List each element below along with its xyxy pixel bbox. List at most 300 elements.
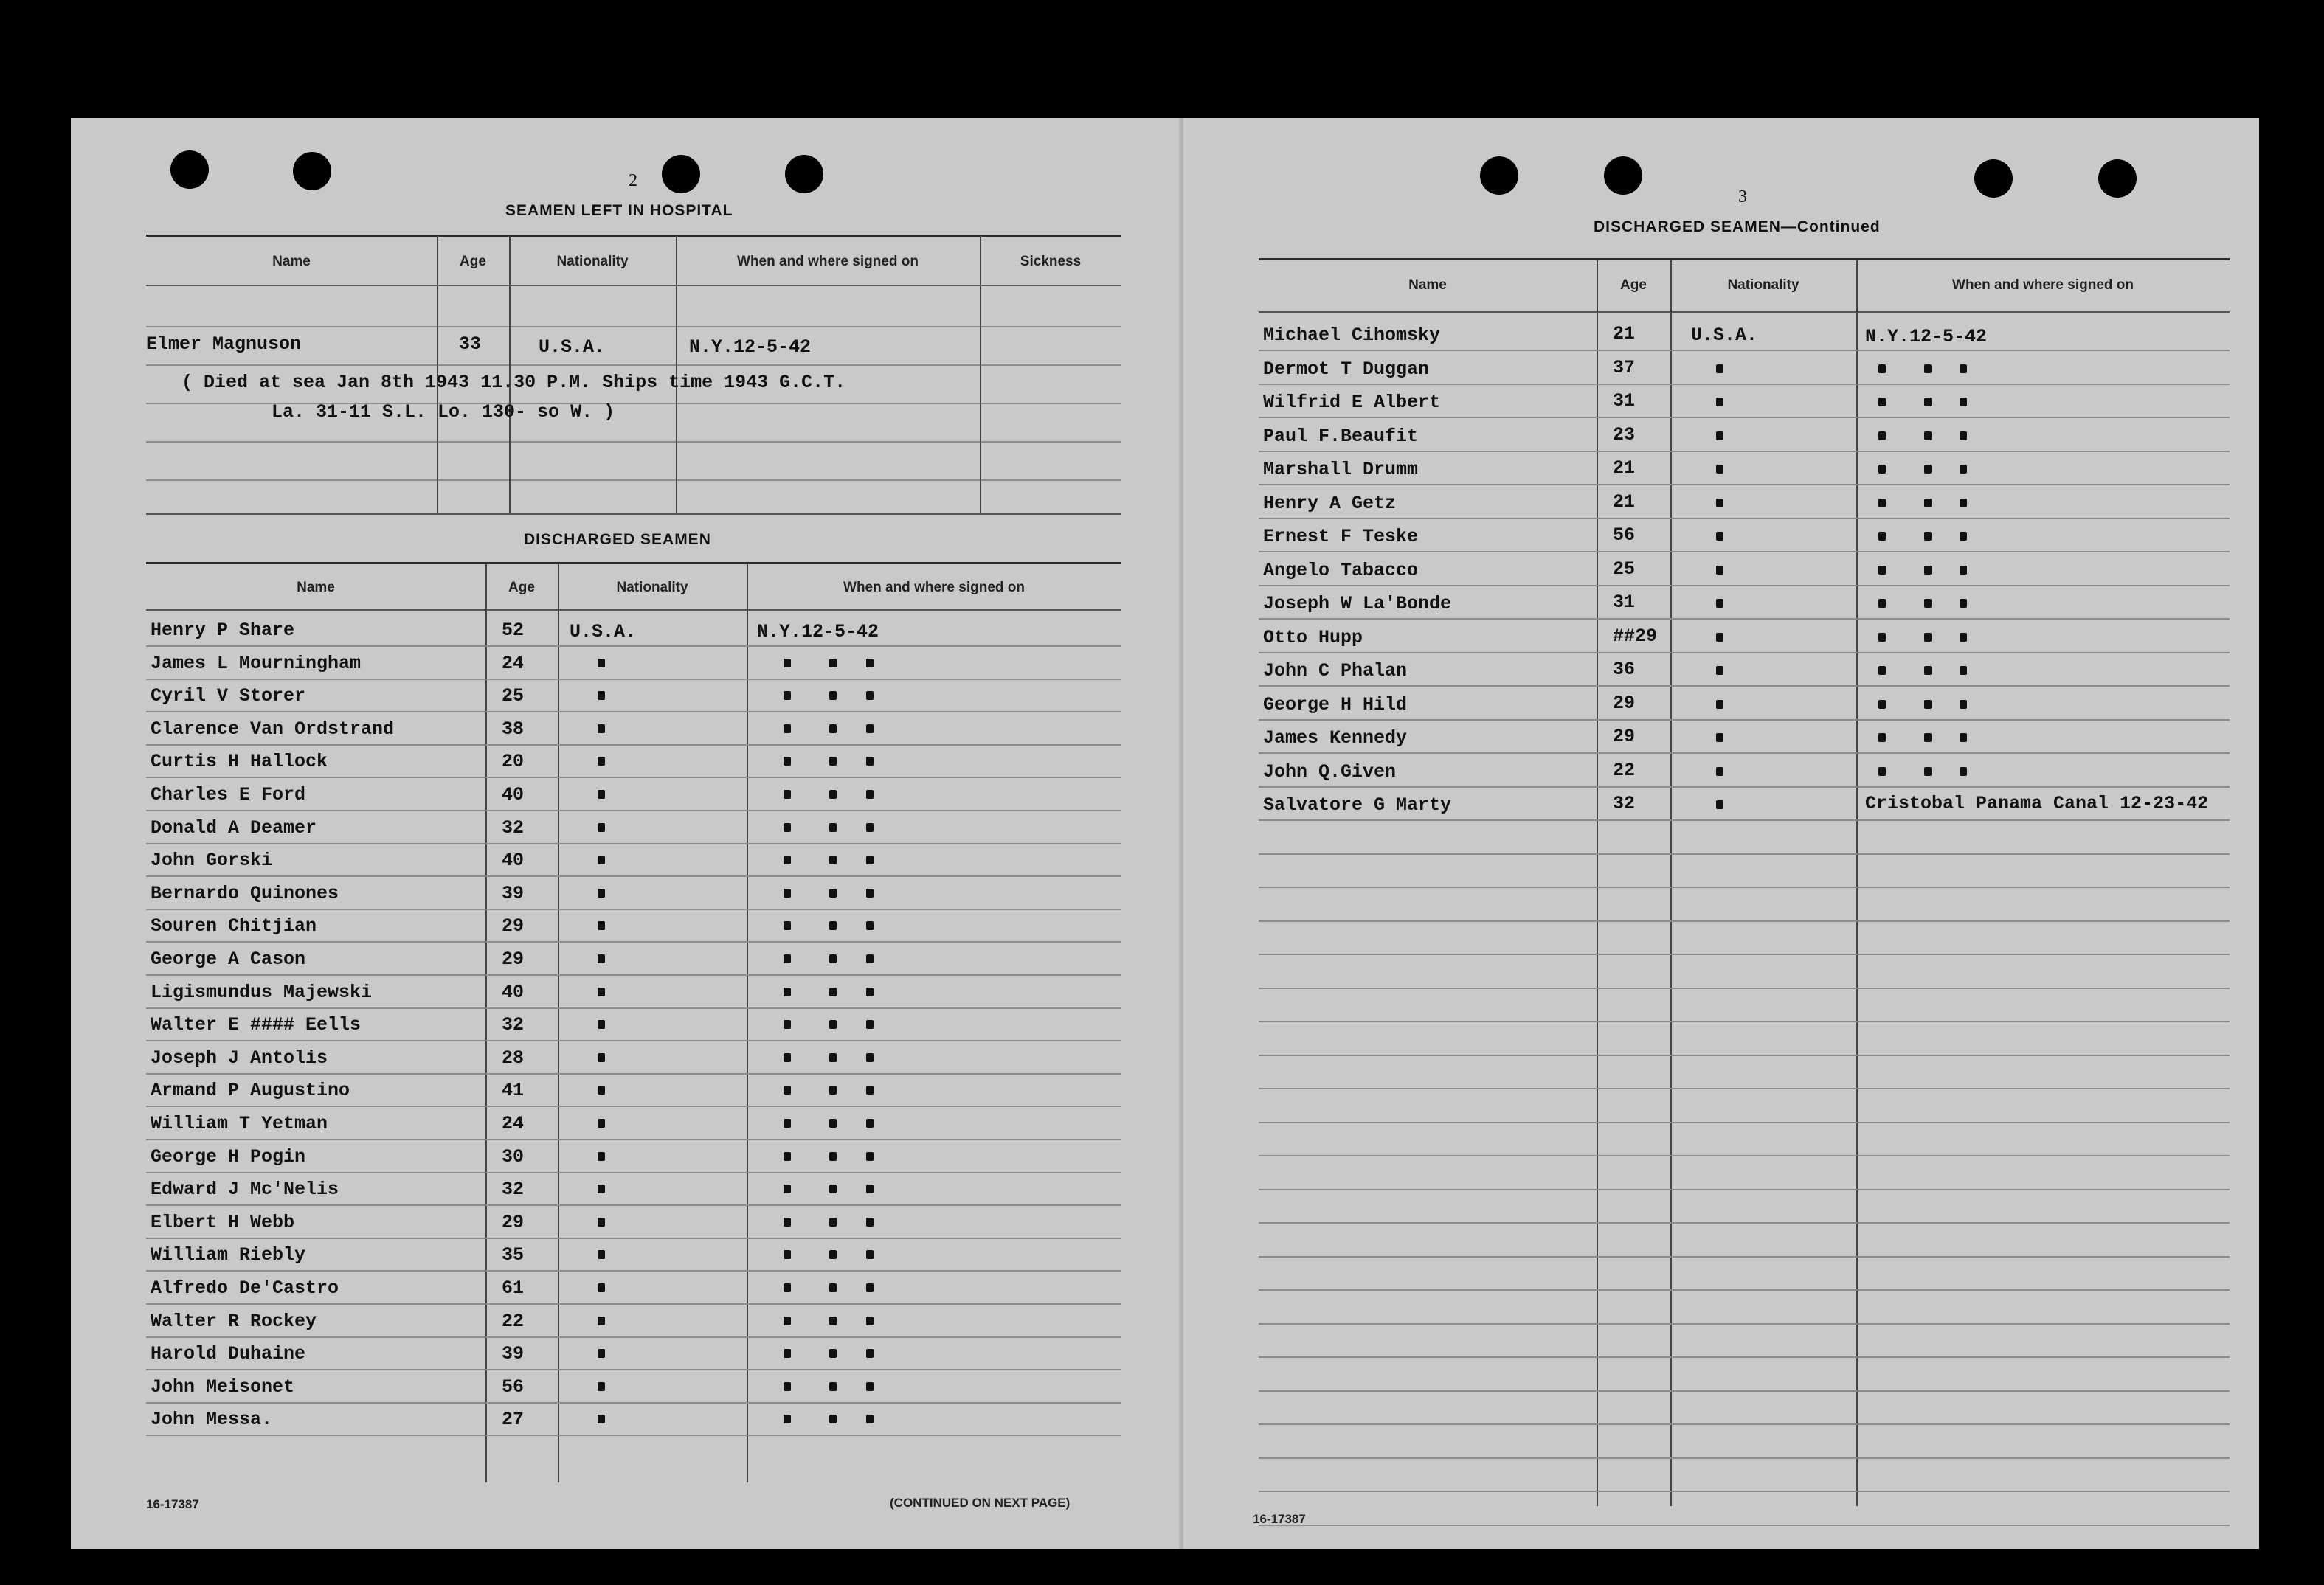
seaman-age: 52 xyxy=(502,620,525,641)
row-line xyxy=(146,777,1121,778)
ditto-mark xyxy=(866,1119,874,1128)
rule xyxy=(146,285,1121,286)
ditto-mark xyxy=(1924,767,1932,776)
row-line xyxy=(146,1303,1121,1305)
seaman-age: 32 xyxy=(502,1179,525,1200)
seaman-name: Charles E Ford xyxy=(151,784,306,805)
ditto-mark xyxy=(1716,767,1723,776)
ditto-mark xyxy=(1924,465,1932,474)
ditto-mark xyxy=(829,823,837,832)
seaman-name: Souren Chitjian xyxy=(151,915,317,937)
seaman-name: John Gorski xyxy=(151,850,273,871)
row-line xyxy=(146,679,1121,680)
discharged-heading: DISCHARGED SEAMEN xyxy=(524,531,711,548)
seaman-age: 56 xyxy=(1613,524,1636,546)
page-number-left: 2 xyxy=(629,171,637,190)
ditto-mark xyxy=(1960,700,1967,709)
ditto-mark xyxy=(866,823,874,832)
row-line xyxy=(1259,887,2230,888)
ditto-mark xyxy=(1878,398,1886,406)
seaman-age: 30 xyxy=(502,1146,525,1168)
ditto-mark xyxy=(1878,599,1886,608)
ditto-mark xyxy=(1716,733,1723,742)
row-line xyxy=(146,1238,1121,1239)
row-line xyxy=(146,645,1121,647)
row-line xyxy=(146,974,1121,976)
col-line xyxy=(485,563,487,1482)
col-signed-on: When and where signed on xyxy=(1952,277,2134,293)
ditto-mark xyxy=(1878,633,1886,642)
ditto-mark xyxy=(1716,599,1723,608)
row-line xyxy=(146,1139,1121,1140)
ditto-mark xyxy=(598,1382,605,1391)
ditto-mark xyxy=(866,856,874,864)
col-age: Age xyxy=(1620,277,1647,293)
col-sickness: Sickness xyxy=(1020,254,1082,269)
rule xyxy=(1259,258,2230,260)
seaman-name: George H Hild xyxy=(1263,694,1408,715)
ditto-mark xyxy=(866,988,874,996)
seaman-age: 40 xyxy=(502,784,525,805)
ditto-mark xyxy=(829,1415,837,1423)
ditto-mark xyxy=(829,1119,837,1128)
seaman-age: 31 xyxy=(1613,390,1636,412)
seaman-age: 39 xyxy=(502,883,525,904)
ditto-mark xyxy=(1878,499,1886,507)
row-line xyxy=(1259,853,2230,855)
seaman-name: Bernardo Quinones xyxy=(151,883,339,904)
ditto-mark xyxy=(866,1218,874,1227)
seaman-name: George A Cason xyxy=(151,948,306,970)
ditto-mark xyxy=(1716,633,1723,642)
ditto-mark xyxy=(1878,465,1886,474)
row-line xyxy=(146,843,1121,844)
form-number-left: 16-17387 xyxy=(146,1497,199,1511)
seaman-age: 40 xyxy=(502,850,525,871)
ditto-mark xyxy=(866,889,874,898)
ditto-mark xyxy=(1924,398,1932,406)
rule xyxy=(1259,311,2230,313)
row-line xyxy=(1259,920,2230,922)
ditto-mark xyxy=(829,1185,837,1193)
ditto-mark xyxy=(784,757,791,766)
row-line xyxy=(146,441,1121,443)
row-line xyxy=(1259,451,2230,452)
ditto-mark xyxy=(866,1415,874,1423)
seaman-age: 40 xyxy=(502,982,525,1003)
col-line xyxy=(1670,260,1672,1506)
row-line xyxy=(1259,384,2230,385)
ditto-mark xyxy=(598,856,605,864)
ditto-mark xyxy=(598,921,605,930)
seaman-name: John C Phalan xyxy=(1263,660,1408,681)
ditto-mark xyxy=(784,1053,791,1062)
binder-hole xyxy=(785,155,823,193)
ditto-mark xyxy=(1878,666,1886,675)
ditto-mark xyxy=(784,1086,791,1095)
seaman-name: Michael Cihomsky xyxy=(1263,325,1441,346)
ditto-mark xyxy=(1960,398,1967,406)
row-line xyxy=(1259,417,2230,418)
row-line xyxy=(1259,484,2230,485)
seaman-age: 29 xyxy=(1613,693,1636,714)
row-line xyxy=(1259,1457,2230,1459)
ditto-mark xyxy=(784,1185,791,1193)
row-line xyxy=(1259,819,2230,821)
seaman-age: ##29 xyxy=(1613,625,1658,647)
rule xyxy=(146,513,1121,515)
seaman-name: Paul F.Beaufit xyxy=(1263,426,1419,447)
ditto-mark xyxy=(1878,364,1886,373)
ditto-mark xyxy=(784,1020,791,1029)
seaman-name: George H Pogin xyxy=(151,1146,306,1168)
ditto-mark xyxy=(829,659,837,667)
ditto-mark xyxy=(829,1218,837,1227)
ditto-mark xyxy=(598,757,605,766)
seaman-age: 22 xyxy=(1613,760,1636,781)
binder-hole xyxy=(1480,156,1518,195)
ditto-mark xyxy=(784,790,791,799)
ditto-mark xyxy=(866,724,874,733)
seaman-age: 37 xyxy=(1613,357,1636,378)
ditto-mark xyxy=(1878,733,1886,742)
seaman-age: 20 xyxy=(502,751,525,772)
ditto-mark xyxy=(784,1317,791,1325)
seaman-age: 36 xyxy=(1613,659,1636,680)
row-line xyxy=(1259,752,2230,754)
row-line xyxy=(1259,1055,2230,1056)
ditto-mark xyxy=(1960,666,1967,675)
ditto-mark xyxy=(598,1349,605,1358)
binder-hole xyxy=(2098,159,2137,198)
seaman-age: 25 xyxy=(1613,558,1636,580)
col-name: Name xyxy=(1408,277,1447,293)
ditto-mark xyxy=(1924,431,1932,440)
row-line xyxy=(146,909,1121,910)
ditto-mark xyxy=(598,1152,605,1161)
ditto-mark xyxy=(1924,532,1932,541)
seaman-age: 25 xyxy=(502,685,525,707)
col-signed-on: When and where signed on xyxy=(737,254,919,269)
hospital-nationality: U.S.A. xyxy=(539,336,606,358)
col-name: Name xyxy=(297,580,335,595)
row-line xyxy=(146,326,1121,327)
row-line xyxy=(1259,954,2230,955)
ditto-mark xyxy=(784,659,791,667)
ditto-mark xyxy=(829,856,837,864)
seaman-age: 21 xyxy=(1613,457,1636,479)
seaman-age: 29 xyxy=(502,948,525,970)
ditto-mark xyxy=(866,659,874,667)
ditto-mark xyxy=(784,856,791,864)
col-line xyxy=(1856,260,1858,1506)
seaman-age: 29 xyxy=(1613,726,1636,747)
ditto-mark xyxy=(829,988,837,996)
row-line xyxy=(146,1073,1121,1075)
row-line xyxy=(146,1204,1121,1206)
ditto-mark xyxy=(829,889,837,898)
seaman-age: 24 xyxy=(502,1113,525,1134)
row-line xyxy=(1259,652,2230,653)
seaman-name: Joseph J Antolis xyxy=(151,1047,328,1069)
row-line xyxy=(1259,1390,2230,1392)
binder-hole xyxy=(662,155,700,193)
seaman-name: Clarence Van Ordstrand xyxy=(151,718,395,740)
col-signed-on: When and where signed on xyxy=(843,580,1025,595)
seaman-name: Armand P Augustino xyxy=(151,1080,350,1101)
ditto-mark xyxy=(829,1382,837,1391)
binder-hole xyxy=(170,150,209,189)
rule xyxy=(146,235,1121,237)
first-signed-on: N.Y.12-5-42 xyxy=(1865,326,1988,347)
seaman-age: 27 xyxy=(502,1409,525,1430)
ditto-mark xyxy=(1878,566,1886,575)
ditto-mark xyxy=(598,1020,605,1029)
row-line xyxy=(146,1172,1121,1173)
ditto-mark xyxy=(1924,499,1932,507)
row-line xyxy=(146,1106,1121,1107)
seaman-name: Henry P Share xyxy=(151,620,295,641)
row-line xyxy=(146,810,1121,811)
ditto-mark xyxy=(1716,800,1723,809)
seaman-age: 28 xyxy=(502,1047,525,1069)
seaman-age: 32 xyxy=(1613,793,1636,814)
ditto-mark xyxy=(829,1053,837,1062)
ditto-mark xyxy=(1960,733,1967,742)
binder-hole xyxy=(1604,156,1642,195)
death-note-line2: La. 31-11 S.L. Lo. 130- so W. ) xyxy=(272,401,615,423)
ditto-mark xyxy=(866,1283,874,1292)
col-line xyxy=(747,563,748,1482)
row-line xyxy=(1259,988,2230,989)
ditto-mark xyxy=(1960,364,1967,373)
binder-hole xyxy=(293,152,331,190)
seaman-age: 23 xyxy=(1613,424,1636,445)
row-line xyxy=(1259,1122,2230,1123)
ditto-mark xyxy=(598,1283,605,1292)
ditto-mark xyxy=(1960,465,1967,474)
seaman-age: 41 xyxy=(502,1080,525,1101)
ditto-mark xyxy=(829,1349,837,1358)
ditto-mark xyxy=(866,1053,874,1062)
seaman-age: 21 xyxy=(1613,491,1636,513)
seaman-age: 32 xyxy=(502,817,525,839)
ditto-mark xyxy=(829,724,837,733)
ditto-mark xyxy=(1716,700,1723,709)
ditto-mark xyxy=(598,823,605,832)
row-line xyxy=(1259,685,2230,687)
ditto-mark xyxy=(1960,566,1967,575)
ditto-mark xyxy=(1716,364,1723,373)
row-line xyxy=(146,875,1121,877)
seaman-name: Salvatore G Marty xyxy=(1263,794,1452,816)
ditto-mark xyxy=(829,790,837,799)
last-signed-on: Cristobal Panama Canal 12-23-42 xyxy=(1865,793,2209,814)
first-nationality: U.S.A. xyxy=(1691,325,1758,346)
ditto-mark xyxy=(1924,733,1932,742)
seaman-name: Curtis H Hallock xyxy=(151,751,328,772)
seaman-age: 31 xyxy=(1613,592,1636,613)
seaman-name: Donald A Deamer xyxy=(151,817,317,839)
ditto-mark xyxy=(598,954,605,963)
ditto-mark xyxy=(866,1152,874,1161)
ditto-mark xyxy=(784,1283,791,1292)
seaman-name: James Kennedy xyxy=(1263,727,1408,749)
page-fold xyxy=(1179,118,1183,1549)
seaman-name: Edward J Mc'Nelis xyxy=(151,1179,339,1200)
ditto-mark xyxy=(598,1415,605,1423)
ditto-mark xyxy=(784,1152,791,1161)
col-age: Age xyxy=(508,580,535,595)
seaman-name: Walter R Rockey xyxy=(151,1311,317,1332)
row-line xyxy=(146,1270,1121,1272)
seaman-age: 38 xyxy=(502,718,525,740)
row-line xyxy=(1259,1525,2230,1526)
row-line xyxy=(146,1007,1121,1009)
ditto-mark xyxy=(829,1283,837,1292)
first-nationality: U.S.A. xyxy=(570,621,637,642)
ditto-mark xyxy=(1716,465,1723,474)
ditto-mark xyxy=(829,757,837,766)
row-line xyxy=(1259,585,2230,586)
seaman-age: 56 xyxy=(502,1376,525,1398)
seaman-name: Walter E #### Eells xyxy=(151,1014,362,1036)
ditto-mark xyxy=(598,1218,605,1227)
ditto-mark xyxy=(1878,700,1886,709)
ditto-mark xyxy=(866,1317,874,1325)
rule xyxy=(146,562,1121,564)
row-line xyxy=(146,941,1121,943)
ditto-mark xyxy=(784,988,791,996)
ditto-mark xyxy=(866,1185,874,1193)
seaman-name: Dermot T Duggan xyxy=(1263,358,1430,380)
col-name: Name xyxy=(272,254,311,269)
ditto-mark xyxy=(598,1119,605,1128)
hospital-age: 33 xyxy=(459,333,482,355)
ditto-mark xyxy=(866,954,874,963)
ditto-mark xyxy=(866,1250,874,1259)
ditto-mark xyxy=(1716,566,1723,575)
hospital-signed-on: N.Y.12-5-42 xyxy=(689,336,812,358)
seaman-name: Wilfrid E Albert xyxy=(1263,392,1441,413)
ditto-mark xyxy=(1716,532,1723,541)
row-line xyxy=(1259,1222,2230,1224)
col-age: Age xyxy=(460,254,486,269)
ditto-mark xyxy=(784,1119,791,1128)
ditto-mark xyxy=(598,1053,605,1062)
page-number-right: 3 xyxy=(1738,187,1747,207)
row-line xyxy=(1259,1088,2230,1089)
col-nationality: Nationality xyxy=(1727,277,1799,293)
row-line xyxy=(1259,786,2230,788)
seaman-name: Harold Duhaine xyxy=(151,1343,306,1364)
ditto-mark xyxy=(1878,767,1886,776)
ditto-mark xyxy=(1878,431,1886,440)
form-number-right: 16-17387 xyxy=(1253,1512,1306,1526)
row-line xyxy=(1259,1356,2230,1358)
hospital-heading: SEAMEN LEFT IN HOSPITAL xyxy=(505,202,733,219)
seaman-name: Joseph W La'Bonde xyxy=(1263,593,1452,614)
ditto-mark xyxy=(784,1218,791,1227)
ditto-mark xyxy=(1924,566,1932,575)
row-line xyxy=(146,479,1121,481)
seaman-age: 61 xyxy=(502,1277,525,1299)
ditto-mark xyxy=(1716,398,1723,406)
ditto-mark xyxy=(784,889,791,898)
ditto-mark xyxy=(1878,532,1886,541)
row-line xyxy=(146,1402,1121,1404)
ditto-mark xyxy=(598,691,605,700)
ditto-mark xyxy=(1960,599,1967,608)
col-nationality: Nationality xyxy=(556,254,629,269)
ditto-mark xyxy=(866,790,874,799)
ditto-mark xyxy=(784,691,791,700)
row-line xyxy=(1259,1189,2230,1190)
seaman-name: Marshall Drumm xyxy=(1263,459,1419,480)
ditto-mark xyxy=(784,1349,791,1358)
ditto-mark xyxy=(1924,364,1932,373)
row-line xyxy=(146,744,1121,746)
ditto-mark xyxy=(1716,499,1723,507)
hospital-name: Elmer Magnuson xyxy=(146,333,302,355)
ditto-mark xyxy=(598,1185,605,1193)
ditto-mark xyxy=(1924,700,1932,709)
row-line xyxy=(1259,551,2230,552)
seaman-age: 39 xyxy=(502,1343,525,1364)
ditto-mark xyxy=(866,1382,874,1391)
ditto-mark xyxy=(598,889,605,898)
ditto-mark xyxy=(829,1250,837,1259)
seaman-name: Ligismundus Majewski xyxy=(151,982,373,1003)
seaman-age: 21 xyxy=(1613,323,1636,344)
death-note-line1: ( Died at sea Jan 8th 1943 11.30 P.M. Ships time 1943 G.C.T. xyxy=(181,372,846,393)
ditto-mark xyxy=(866,691,874,700)
ditto-mark xyxy=(829,1317,837,1325)
row-line xyxy=(1259,1423,2230,1425)
ditto-mark xyxy=(866,921,874,930)
seaman-name: William Riebly xyxy=(151,1244,306,1266)
ditto-mark xyxy=(598,988,605,996)
row-line xyxy=(1259,1323,2230,1325)
row-line xyxy=(146,1435,1121,1436)
col-line xyxy=(1597,260,1598,1506)
ditto-mark xyxy=(784,954,791,963)
ditto-mark xyxy=(1716,666,1723,675)
seaman-name: Alfredo De'Castro xyxy=(151,1277,339,1299)
seaman-age: 29 xyxy=(502,915,525,937)
ditto-mark xyxy=(829,1020,837,1029)
seaman-name: Cyril V Storer xyxy=(151,685,306,707)
binder-hole xyxy=(1974,159,2013,198)
col-line xyxy=(558,563,559,1482)
seaman-name: Angelo Tabacco xyxy=(1263,560,1419,581)
ditto-mark xyxy=(598,1317,605,1325)
seaman-age: 22 xyxy=(502,1311,525,1332)
row-line xyxy=(146,364,1121,366)
seaman-name: John Meisonet xyxy=(151,1376,295,1398)
seaman-name: Henry A Getz xyxy=(1263,493,1397,514)
row-line xyxy=(1259,1155,2230,1156)
seaman-name: John Messa. xyxy=(151,1409,273,1430)
seaman-name: Elbert H Webb xyxy=(151,1212,295,1233)
row-line xyxy=(1259,1021,2230,1022)
row-line xyxy=(146,1369,1121,1370)
ditto-mark xyxy=(598,659,605,667)
ditto-mark xyxy=(829,954,837,963)
seaman-name: Ernest F Teske xyxy=(1263,526,1419,547)
rule xyxy=(146,609,1121,611)
seaman-name: John Q.Given xyxy=(1263,761,1397,783)
